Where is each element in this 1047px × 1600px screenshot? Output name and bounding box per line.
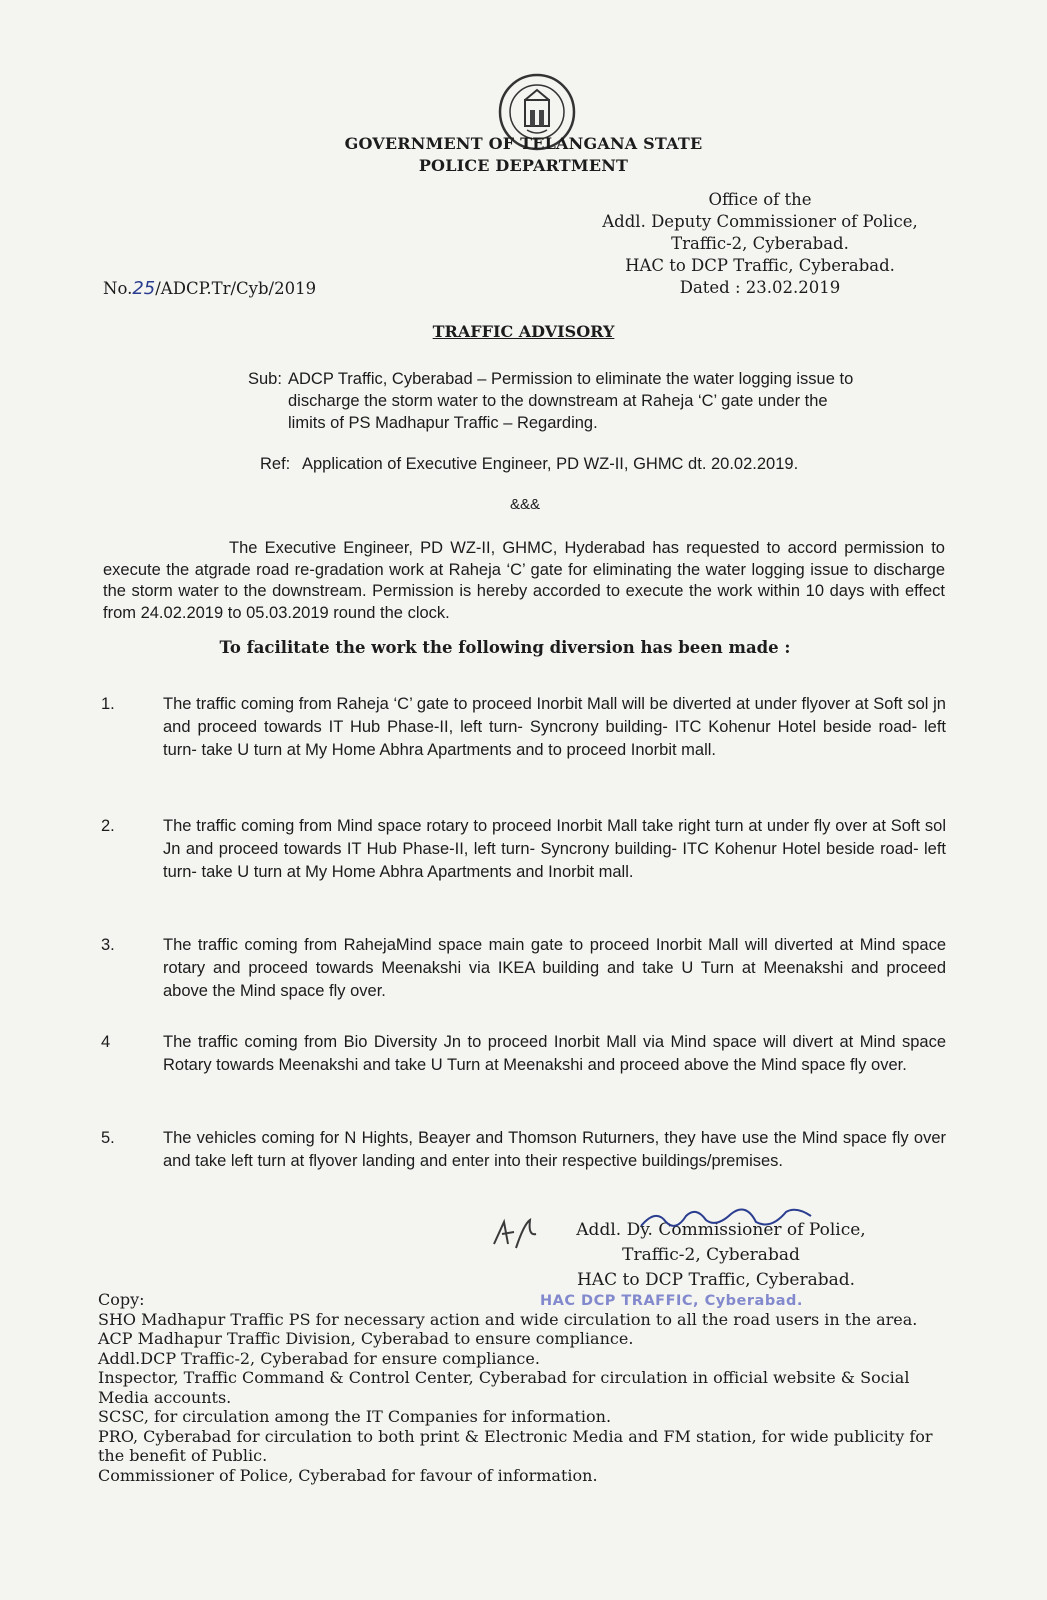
office-line: Traffic-2, Cyberabad. [671,234,849,253]
item-text: The traffic coming from Bio Diversity Jn to proceed Inorbit Mall via Mind space will divert at Mind space Rotary towards Meenakshi and take U Turn at Meenakshi and proceed above the Mind space fly over. [163,1033,946,1074]
list-item [101,693,946,762]
item-number: 3. [101,936,115,954]
copy-recipient: ACP Madhapur Traffic Division, Cyberabad to ensure compliance. [98,1329,634,1348]
item-text: The vehicles coming for N Hights, Beayer and Thomson Ruturners, they have use the Mind space fly over and take left turn at flyover landing and enter into their respective buildings/premises. [163,1129,946,1170]
reference-text: Application of Executive Engineer, PD WZ-II, GHMC dt. 20.02.2019. [302,455,799,473]
item-text: The traffic coming from RahejaMind space main gate to proceed Inorbit Mall will diverted at Mind space rotary and proceed towards Meenakshi via IKEA building and take U Turn at Meenakshi and proceed above the Mind space fly over. [163,936,946,1000]
list-item [101,934,946,1003]
item-number: 5. [101,1129,115,1147]
reference-label: Ref: [260,455,291,473]
reference-block [260,453,800,475]
item-number: 2. [101,817,115,835]
header-government: GOVERNMENT OF TELANGANA STATE [344,134,703,153]
item-number: 1. [101,695,115,713]
facilitate-heading: To facilitate the work the following diversion has been made : [219,638,791,657]
body-paragraph: The Executive Engineer, PD WZ-II, GHMC, Hyderabad has requested to accord permission to execute the atgrade road re-gradation work at Raheja ‘C’ gate for eliminating the water logging issue to discharge the storm water to the downstream. Permission is hereby accorded to execute the work within 10 days with effect from 24.02.2019 to 05.03.2019 round the clock. [103,539,945,622]
ref-no-handwritten: 25 [132,278,156,299]
initials-signature-icon [486,1214,546,1254]
separator: &&& [509,496,540,513]
copy-recipient: SCSC, for circulation among the IT Companies for information. [98,1407,612,1426]
signature-title: Addl. Dy. Commissioner of Police, [576,1220,866,1240]
item-text: The traffic coming from Mind space rotary to proceed Inorbit Mall take right turn at under fly over at Soft sol Jn and proceed towards IT Hub Phase-II, left turn- Syncrony building- ITC Kohenur Hotel beside road- left turn- take U turn at My Home Abhra Apartments and Inorbit mall. [163,817,946,881]
office-block [560,189,960,299]
office-line: Addl. Deputy Commissioner of Police, [602,212,918,231]
copy-recipient: Inspector, Traffic Command & Control Center, Cyberabad for circulation in official website & Social Media accounts. [98,1368,910,1407]
signature-block [486,1218,906,1293]
signature-hac: HAC to DCP Traffic, Cyberabad. [576,1270,856,1290]
list-item [101,815,946,884]
header-department: POLICE DEPARTMENT [418,156,629,175]
copy-recipient: Addl.DCP Traffic-2, Cyberabad for ensure compliance. [98,1348,540,1368]
copy-heading: Copy: [98,1290,145,1309]
office-line: HAC to DCP Traffic, Cyberabad. [625,256,895,275]
copy-recipient: SHO Madhapur Traffic PS for necessary action and wide circulation to all the road users in the area. [98,1309,918,1329]
item-number: 4 [101,1033,111,1051]
copy-recipient: Commissioner of Police, Cyberabad for favour of information. [98,1465,598,1485]
ref-no-suffix: /ADCP.Tr/Cyb/2019 [155,279,317,298]
advisory-title: TRAFFIC ADVISORY [432,322,615,341]
copy-block [98,1290,958,1485]
reference-number [103,278,316,299]
dated: Dated : 23.02.2019 [679,278,841,297]
subject-label: Sub: [248,370,282,388]
item-text: The traffic coming from Raheja ‘C’ gate to proceed Inorbit Mall will be diverted at under flyover at Soft sol jn and proceed towards IT Hub Phase-II, left turn- Syncrony building- ITC Kohenur Hotel beside road- left turn- take U turn at My Home Abhra Apartments and to proceed Inorbit mall. [163,695,946,759]
list-item [101,1127,946,1173]
office-line: Office of the [708,190,812,209]
subject-text: ADCP Traffic, Cyberabad – Permission to eliminate the water logging issue to discharge the storm water to the downstream at Raheja ‘C’ gate under the limits of PS Madhapur Traffic – Regarding. [288,370,854,432]
signature-unit: Traffic-2, Cyberabad [622,1245,800,1265]
ref-no-prefix: No. [103,279,133,298]
list-item [101,1031,946,1077]
copy-recipient: PRO, Cyberabad for circulation to both print & Electronic Media and FM station, for wide publicity for the benefit of Public. [98,1426,933,1465]
subject-block [248,368,858,434]
handwritten-signature-icon [636,1204,816,1234]
official-stamp: HAC DCP TRAFFIC, Cyberabad. [540,1293,803,1309]
